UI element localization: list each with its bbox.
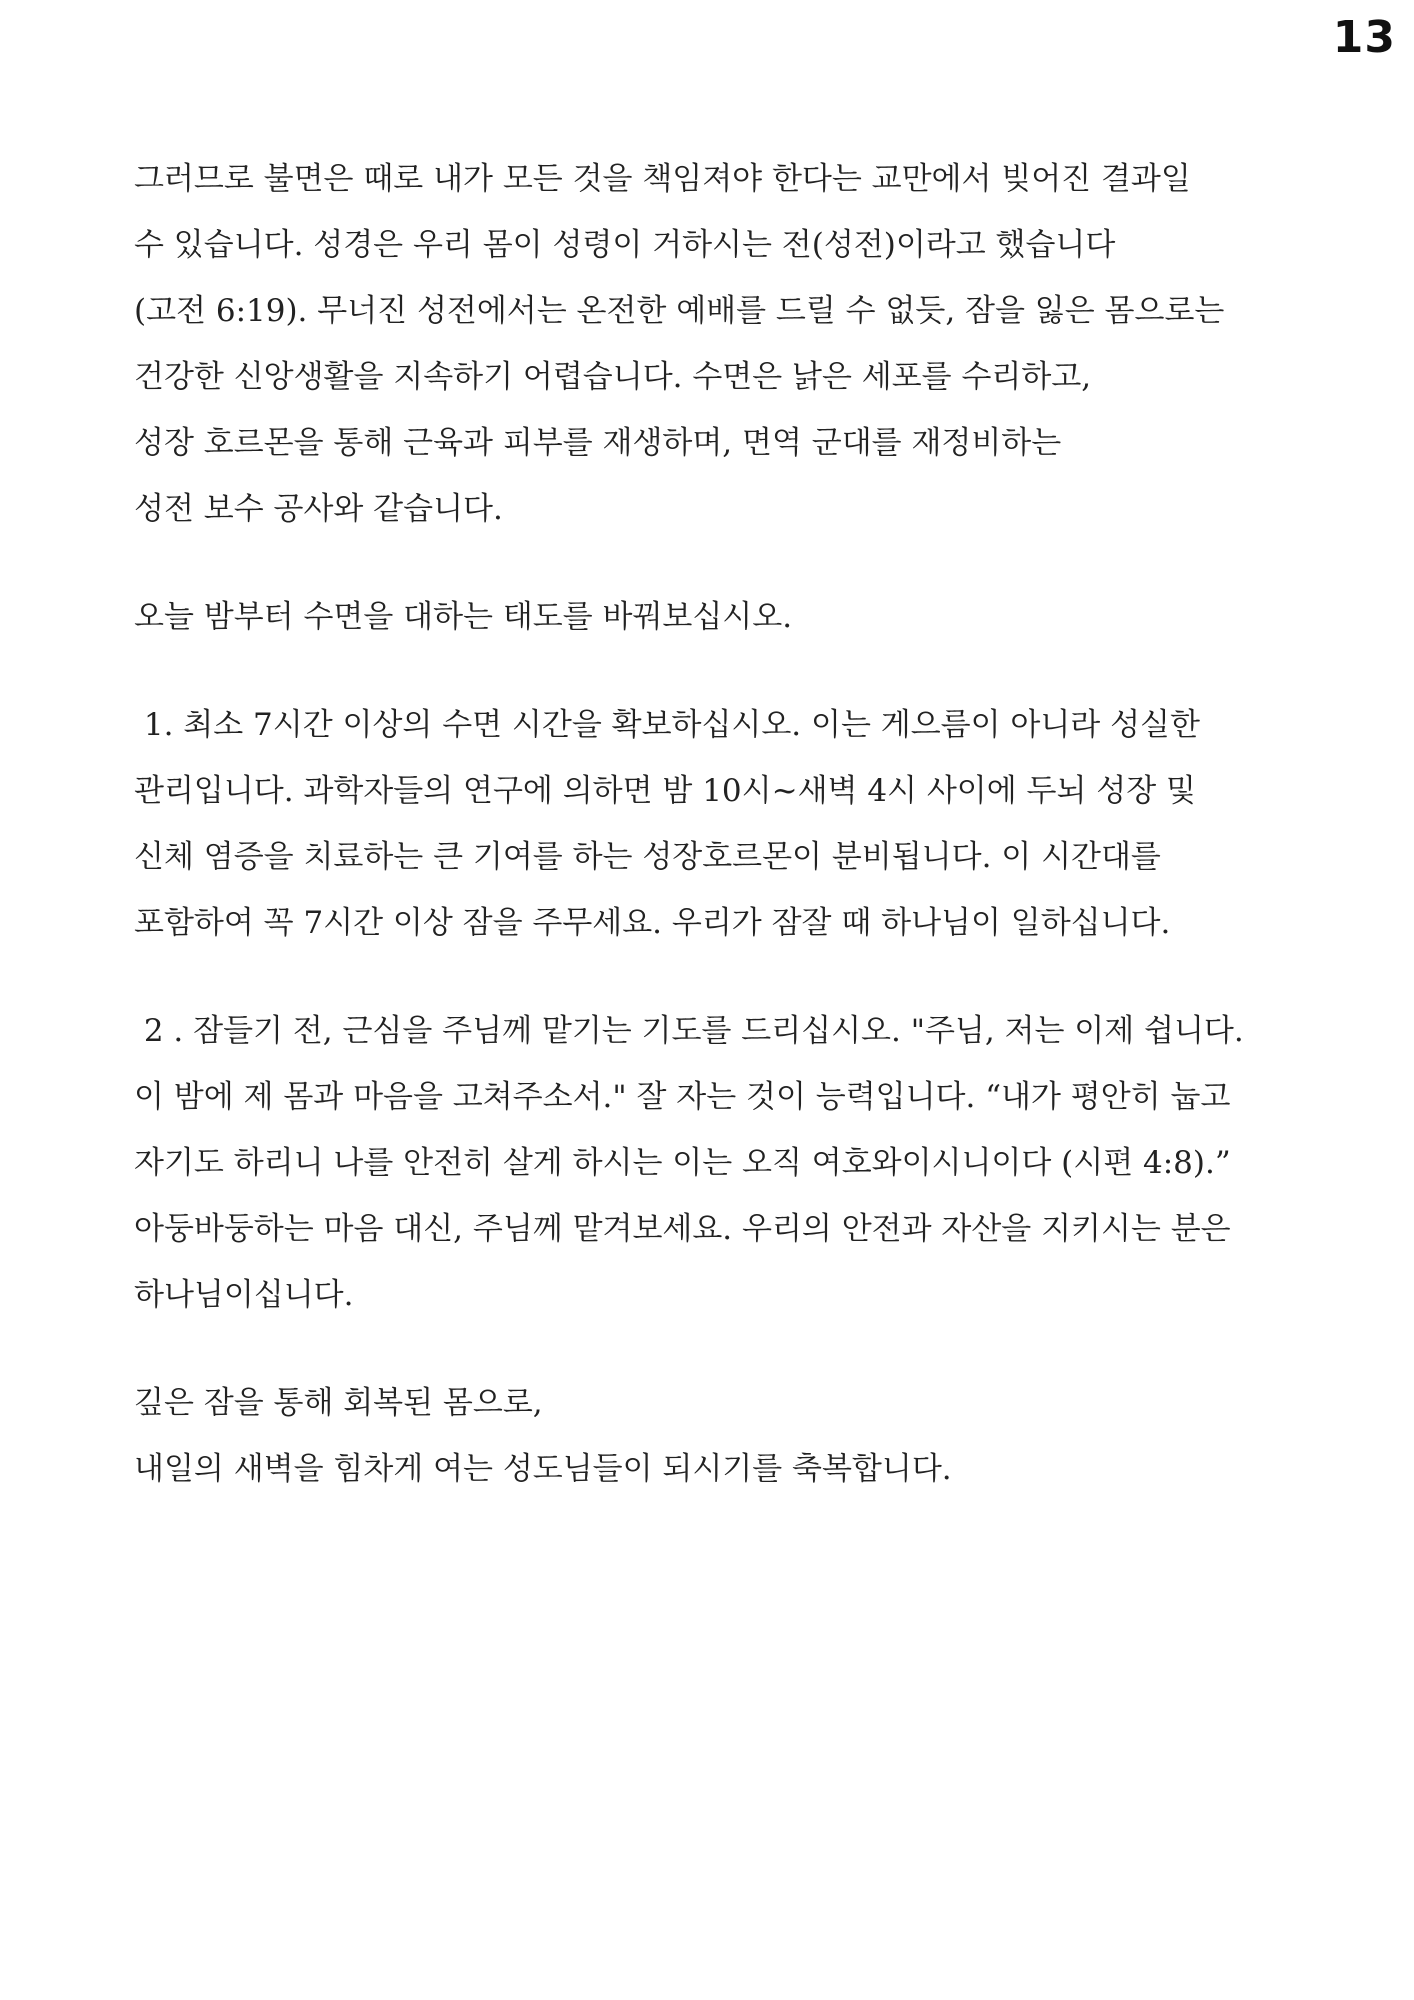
text-line: 건강한 신앙생활을 지속하기 어렵습니다. 수면은 낡은 세포를 수리하고, <box>134 359 1092 395</box>
paragraph-blessing <box>134 1370 1324 1502</box>
text-line: (고전 6:19). 무너진 성전에서는 온전한 예배를 드릴 수 없듯, 잠을 잃은 몸으로는 <box>134 293 1225 329</box>
text-line: 아둥바둥하는 마음 대신, 주님께 맡겨보세요. 우리의 안전과 자산을 지키시는 분은 <box>134 1211 1231 1247</box>
page-number: 13 <box>1332 12 1396 63</box>
text-line: 이 밤에 제 몸과 마음을 고쳐주소서." 잘 자는 것이 능력입니다. “내가 평안히 눕고 <box>134 1079 1231 1115</box>
text-line: 하나님이십니다. <box>134 1277 354 1313</box>
text-line: 성전 보수 공사와 같습니다. <box>134 491 503 527</box>
document-body <box>134 146 1324 1544</box>
paragraph-intro <box>134 584 1324 650</box>
text-line: 깊은 잠을 통해 회복된 몸으로, <box>134 1385 543 1421</box>
list-item-2 <box>134 998 1324 1328</box>
text-line: 1. 최소 7시간 이상의 수면 시간을 확보하십시오. 이는 게으름이 아니라 성실한 <box>134 707 1200 743</box>
text-line: 포함하여 꼭 7시간 이상 잠을 주무세요. 우리가 잠잘 때 하나님이 일하십니다. <box>134 905 1171 941</box>
text-line: 수 있습니다. 성경은 우리 몸이 성령이 거하시는 전(성전)이라고 했습니다 <box>134 227 1116 263</box>
text-line: 성장 호르몬을 통해 근육과 피부를 재생하며, 면역 군대를 재정비하는 <box>134 425 1062 461</box>
text-line: 2 . 잠들기 전, 근심을 주님께 맡기는 기도를 드리십시오. "주님, 저는 이제 쉽니다. <box>134 1013 1244 1049</box>
text-line: 관리입니다. 과학자들의 연구에 의하면 밤 10시~새벽 4시 사이에 두뇌 성장 및 <box>134 773 1196 809</box>
list-item-1 <box>134 692 1324 956</box>
paragraph-sleep-temple <box>134 146 1324 542</box>
text-line: 오늘 밤부터 수면을 대하는 태도를 바꿔보십시오. <box>134 599 793 635</box>
text-line: 그러므로 불면은 때로 내가 모든 것을 책임져야 한다는 교만에서 빚어진 결과일 <box>134 161 1191 197</box>
text-line: 신체 염증을 치료하는 큰 기여를 하는 성장호르몬이 분비됩니다. 이 시간대를 <box>134 839 1161 875</box>
text-line: 자기도 하리니 나를 안전히 살게 하시는 이는 오직 여호와이시니이다 (시편 4:8).” <box>134 1145 1231 1181</box>
text-line: 내일의 새벽을 힘차게 여는 성도님들이 되시기를 축복합니다. <box>134 1451 952 1487</box>
